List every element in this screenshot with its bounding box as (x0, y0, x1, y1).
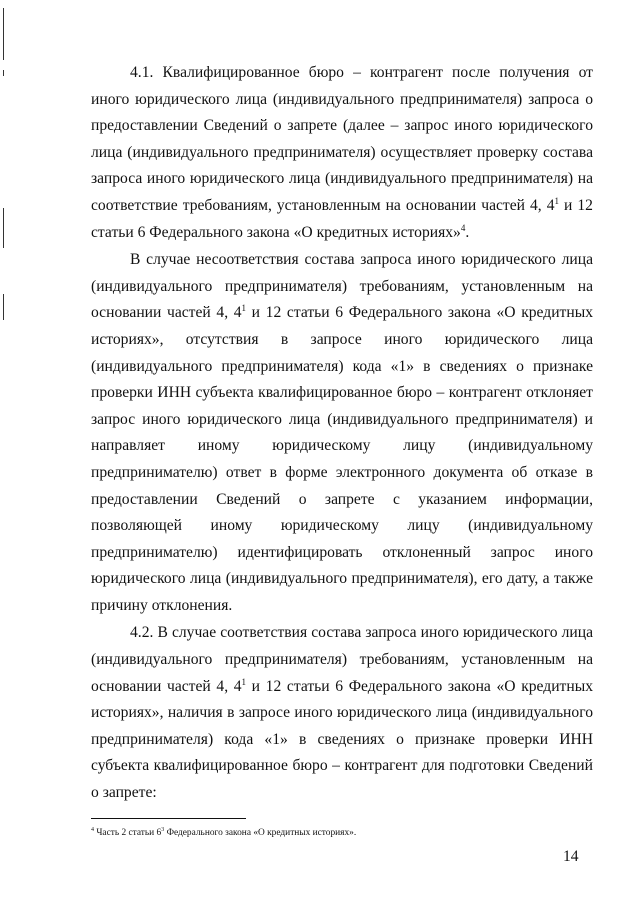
scan-edge-mark-middle (3, 208, 4, 248)
paragraph-4-1-text-before: 4.1. Квалифицированное бюро – контрагент после получения от иного юридического лица (индивидуального предпринимателя) запроса о предоставлении Сведений о запрете (далее – запрос иного юридического лица (индивидуального предпринимателя) осуществляет проверку состава запроса иного юридического лица (индивидуального предпринимателя) на соответствие требованиям, установленным на основании частей 4, 4 (91, 64, 593, 214)
paragraph-4-2-text-before: 4.2. В случае соответствия состава запроса иного юридического лица (индивидуального предпринимателя) требованиям, установленным на основании частей 4, 4 (91, 624, 593, 695)
scan-edge-mark-top (3, 8, 4, 60)
footnote-marker: 4 (91, 827, 94, 833)
paragraph-4-1-text-end: . (465, 223, 470, 241)
paragraph-rejection-text-after: и 12 статьи 6 Федерального закона «О кредитных историях», отсутствия в запросе иного юридического лица (индивидуального предпринимателя) кода «1» в сведениях о признаке проверки ИНН субъекта квалифицированное бюро – контрагент отклоняет запрос иного юридического лица (индивидуального предпринимателя) и направляет иному юридическому лицу (индивидуальному предпринимателю) ответ в форме электронного документа об отказе в предоставлении Сведений о запрете с указанием информации, позволяющей иному юридическому лицу (индивидуальному предпринимателю) идентифицировать отклоненный запрос иного юридического лица (индивидуального предпринимателя), его дату, а также причину отклонения. (91, 304, 593, 614)
footnote-separator (91, 818, 246, 819)
document-body (91, 60, 593, 807)
footnote-reference: 4 (460, 222, 466, 233)
paragraph-rejection (91, 247, 593, 619)
paragraph-rejection-text-before: В случае несоответствия состава запроса иного юридического лица (индивидуального предпринимателя) требованиям, установленным на основании частей 4, 4 (91, 251, 593, 322)
paragraph-4-2-text-after: и 12 статьи 6 Федерального закона «О кредитных историях», наличия в запросе иного юридического лица (индивидуального предпринимателя) кода «1» в сведениях о признаке проверки ИНН субъекта квалифицированное бюро – контрагент для подготовки Сведений о запрете: (91, 677, 593, 802)
footnote-superscript: 3 (161, 827, 165, 833)
scan-edge-mark-short (3, 70, 4, 76)
paragraph-4-2 (91, 620, 593, 806)
footnote-text-after: Федерального закона «О кредитных историях». (164, 828, 357, 838)
footnote-text-before: Часть 2 статьи 6 (94, 828, 162, 838)
superscript-one: 1 (554, 195, 560, 206)
scan-edge-mark-lower (3, 294, 4, 320)
footnote-4 (91, 827, 593, 839)
page-number: 14 (563, 848, 579, 865)
paragraph-4-1-text-middle: и 12 статьи 6 Федерального закона «О кредитных историях» (91, 196, 593, 241)
superscript-one: 1 (241, 676, 247, 687)
paragraph-4-1 (91, 60, 593, 246)
superscript-one: 1 (241, 303, 247, 314)
